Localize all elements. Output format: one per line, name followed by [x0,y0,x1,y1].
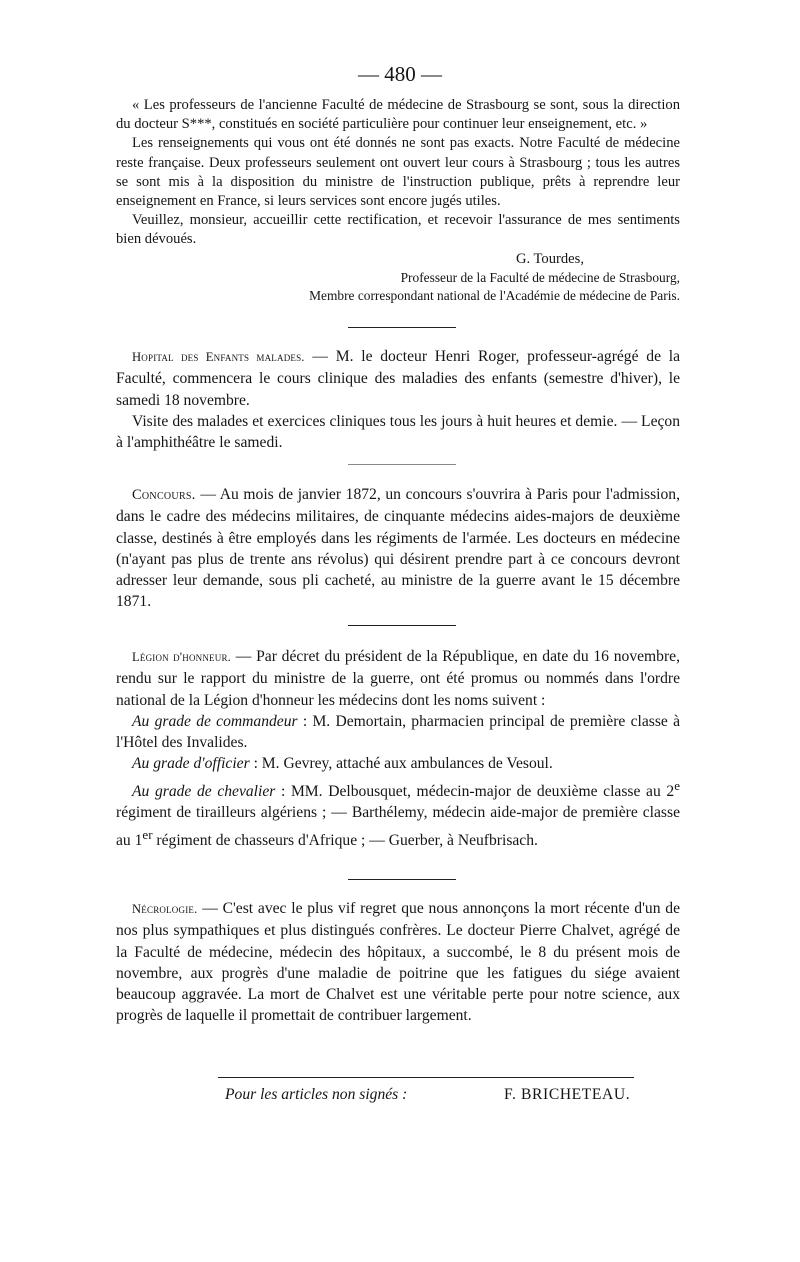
necrologie-paragraph: Nécrologie. — C'est avec le plus vif regret que nous annonçons la mort récente d'un de nos plus sympathiques et plus distingués confrères. Le docteur Pierre Chalvet, agrégé de la Faculté de médecine, médecin des hôpitaux, a succombé, le 8 du présent mois de novembre, aux progrès d'une maladie de poitrine que les fatigues du siége avaient beaucoup aggravée. La mort de Chalvet est une véritable perte pour notre science, aux progrès de laquelle il promettait de contribuer largement. [116,900,680,1025]
letter-section [116,96,680,305]
section-divider [348,464,456,465]
letter-closing: Veuillez, monsieur, accueillir cette rectification, et recevoir l'assurance de mes sentiments bien dévoués. [116,212,680,248]
necrologie-section [116,898,680,1027]
letter-quote: « Les professeurs de l'ancienne Faculté de médecine de Strasbourg se sont, sous la direction du docteur S***, constitués en société particulière pour continuer leur enseignement, etc. » [116,97,680,133]
concours-section [116,484,680,613]
legion-commandeur: Au grade de commandeur : M. Demortain, pharmacien principal de première classe à l'Hôtel des Invalides. [116,712,680,752]
signature-title-2: Membre correspondant national de l'Académie de médecine de Paris. [309,287,680,303]
hopital-heading: Hopital des Enfants malades. [132,350,305,364]
footer-rule [218,1077,634,1078]
section-divider [348,879,456,880]
legion-paragraph: Légion d'honneur. — Par décret du président de la République, en date du 16 novembre, rendu sur le rapport du ministre de la guerre, ont été promus ou nommés dans l'ordre national de la Légion d'honneur les médecins dont les noms suivent : [116,648,680,709]
legion-section [116,646,680,851]
hopital-paragraph: Hopital des Enfants malades. — M. le docteur Henri Roger, professeur-agrégé de la Faculté, commencera le cours clinique des maladies des enfants (semestre d'hiver), le samedi 18 novembre. [116,348,680,409]
section-divider [348,625,456,626]
hopital-section [116,346,680,453]
necrologie-heading: Nécrologie. [132,902,198,916]
legion-officier: Au grade d'officier : M. Gevrey, attaché aux ambulances de Vesoul. [132,755,553,773]
footer-note: Pour les articles non signés : [225,1086,408,1103]
hopital-visits: Visite des malades et exercices cliniques tous les jours à huit heures et demie. — Leçon à l'amphithéâtre le samedi. [116,412,680,452]
footer-editor: F. BRICHETEAU. [504,1086,631,1103]
section-divider [348,327,456,328]
page-number: — 480 — [358,62,442,86]
concours-heading: Concours. [132,487,196,503]
concours-paragraph: Concours. — Au mois de janvier 1872, un concours s'ouvrira à Paris pour l'admission, dans le cadre des médecins militaires, de cinquante médecins aides-majors de deuxième classe, destinés à être employés dans les régiments de l'armée. Les docteurs en médecine (n'ayant pas plus de trente ans révolus) qui désirent prendre part à ce concours devront adresser leur demande, sous pli cacheté, au ministre de la guerre avant le 15 décembre 1871. [116,486,680,611]
signature-title-1: Professeur de la Faculté de médecine de Strasbourg, [400,269,680,285]
signature-name: G. Tourdes, [515,250,584,267]
legion-chevalier: Au grade de chevalier : MM. Delbousquet, médecin-major de deuxième classe au 2e régiment de tirailleurs algériens ; — Barthélemy, médecin aide-major de première classe au 1er régiment de chasseurs d'Afrique ; — Guerber, à Neufbrisach. [116,777,680,849]
legion-heading: Légion d'honneur. [132,650,232,664]
letter-paragraph: Les renseignements qui vous ont été donnés ne sont pas exacts. Notre Faculté de médecine reste française. Deux professeurs seulement ont ouvert leur cours à Strasbourg ; tous les autres se sont mis à la disposition du ministre de l'instruction publique, prêts à reprendre leur enseignement en France, si leurs services sont encore jugés utiles. [116,135,680,210]
